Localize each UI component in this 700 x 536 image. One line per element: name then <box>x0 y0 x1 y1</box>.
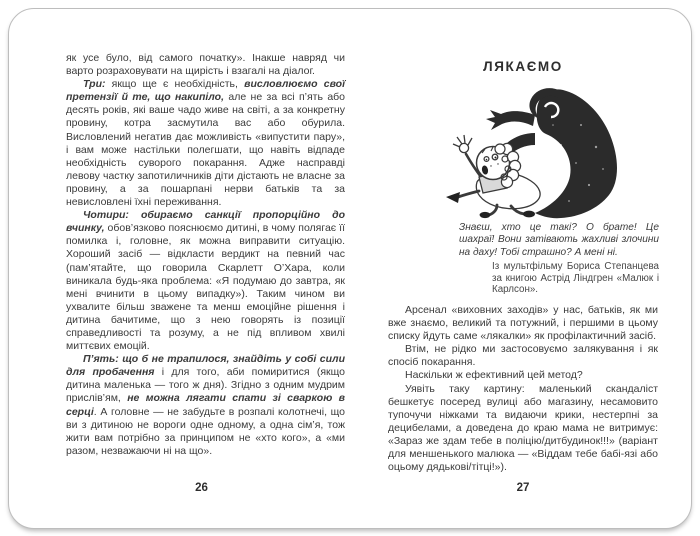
book-spread <box>8 8 692 529</box>
paragraph <box>388 383 658 475</box>
paragraph <box>388 343 658 369</box>
right-page-text <box>388 304 658 474</box>
text-segment: . А головне — не забудьте в розпалі колотнечі, що ви з дитиною не вороги одне одному, а одна сім’я, тож жити вам потрібно за принципом не «хто кого», а «ми разом, незважаючи ні на що». <box>66 405 345 457</box>
text-segment: Чотири: обираємо санкції пропорційно до вчинку, <box>66 209 345 235</box>
left-page-text <box>66 52 345 458</box>
text-segment: Арсенал «виховних заходів» у нас, батьків, як ми вже знаємо, великий та потужний, і першими в цьому списку йдуть саме «лякалки» як профілактичний засіб. <box>388 304 658 343</box>
child-figure <box>446 135 540 218</box>
text-segment: але не за всі п’ять або десять років, які ваше чадо живе на світі, а за конкретну провину, котра засмутила вас або обурила. Висловлений негатив дає можливість «випустити пару», і вам може настільки полегшати, що навіть відпаде необхідність суворого покарання. Адже насправді левову частку запотиличників діти дістають не власне за провину, а за пошарпані нерви батьків та за невисловлені їхні переживання. <box>66 91 346 209</box>
page-number-left: 26 <box>195 482 208 494</box>
chapter-heading: ЛЯКАЄМО <box>483 59 563 74</box>
text-segment: як усе було, від самого початку». Інакше навряд чи варто розраховувати на щирість і взагалі на діалог. <box>66 52 345 78</box>
paragraph <box>388 304 658 343</box>
text-segment: висловлюємо свої претензії й те, що накипіло, <box>66 78 345 104</box>
scared-child-illustration <box>441 85 626 223</box>
page-number-right: 27 <box>516 482 530 494</box>
epigraph: Знаєш, хто це такі? О брате! Це шахраї! Вони затівають жахливі злочини на даху! Тобі страшно? А мені ні. <box>459 222 659 258</box>
text-segment: Уявіть таку картину: маленький скандаліст бешкетує посеред вулиці або магазину, несамовито тупочучи ніжками та видаючи крики, нестерпні за децибелами, а доведена до краю мама не витримує: «Зараз же здам тебе в поліцію/дитбудинок!!!» (варіант для меншенького малюка — «Віддам тебе бабі-язі або оцьому дядькові/тітці!»). <box>388 382 658 474</box>
text-segment: Втім, не рідко ми застосовуємо залякування і як спосіб покарання. <box>388 343 658 369</box>
text-segment: Три: <box>83 78 112 91</box>
paragraph <box>66 353 345 458</box>
text-segment: П’ять: що б не трапилося, знайдіть у собі сили для пробачення <box>66 353 345 379</box>
text-segment: обов’язково пояснюємо дитині, в чому полягає її помилка і, головне, як можна виправити ситуацію. Хороший засіб — відкласти вердикт на певний час (пам’ятайте, що говорила Скарлетт О’Хара, коли виникала будь-яка проблема: «Я подумаю до завтра, як мені вчинити в цьому випадку»). Таким чином ви ухвалите більш зважене та менш емоційне рішення і дитина бачитиме, що з нею говорять із позиції справедливості та розуму, а не під впливом хвилі миттєвих емоцій. <box>66 222 346 353</box>
paragraph <box>66 78 345 209</box>
paragraph <box>66 52 345 78</box>
paragraph <box>388 369 658 382</box>
text-segment: і для того, аби помиритися (якщо дитина маленька — того ж дня). Згідно з одним мудрим прислів’ям, <box>66 366 345 405</box>
text-segment: якщо ще є необхідність, <box>111 78 245 91</box>
text-segment: не можна лягати спати зі сваркою в серці <box>66 392 346 418</box>
text-segment: Наскільки ж ефективний цей метод? <box>405 369 583 382</box>
epigraph-attribution: Із мультфільму Бориса Степанцева за книгою Астрід Ліндгрен «Малюк і Карлсон». <box>492 261 659 296</box>
paragraph <box>66 209 345 353</box>
